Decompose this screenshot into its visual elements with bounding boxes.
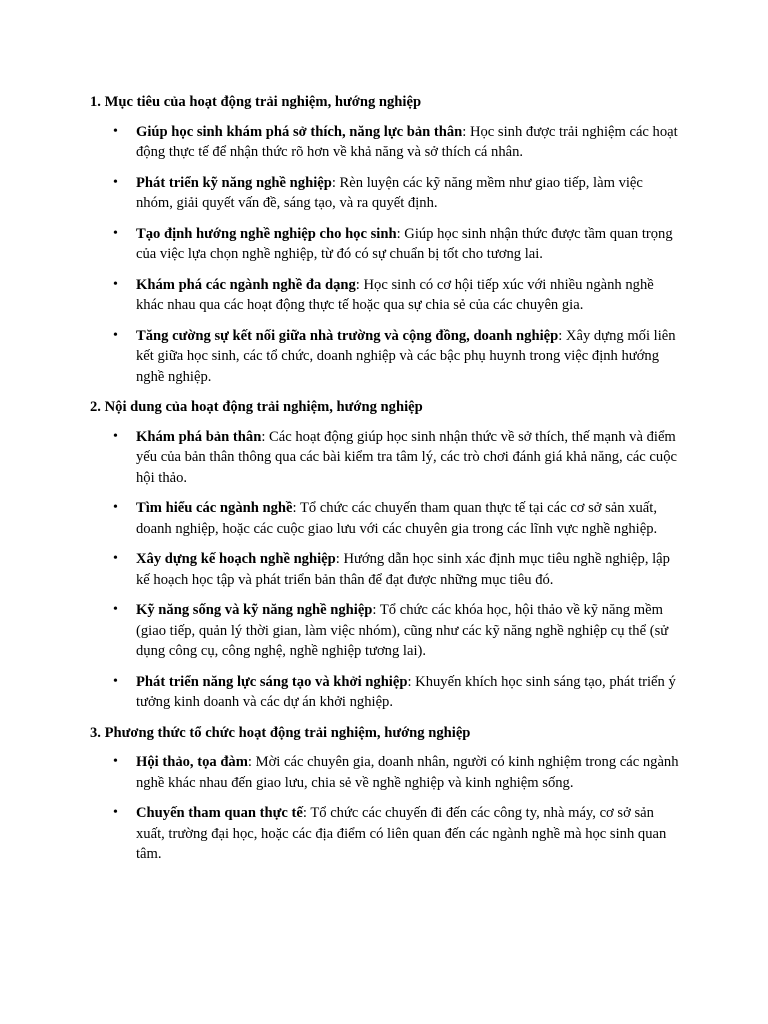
section-title: Nội dung của hoạt động trải nghiệm, hướng nghiệp bbox=[104, 399, 423, 415]
item-text: : Các hoạt động giúp học sinh nhận thức về sở thích, thế mạnh và điểm yếu của bản thân thông qua các bài kiểm tra tâm lý, các trò chơi đánh giá khả năng, các cuộc hội thảo. bbox=[136, 428, 677, 486]
item-text: : Hướng dẫn học sinh xác định mục tiêu nghề nghiệp, lập kế hoạch học tập và phát triển bản thân để đạt được những mục tiêu đó. bbox=[136, 551, 670, 588]
item-term: Khám phá các ngành nghề đa dạng bbox=[136, 276, 356, 293]
bullet-icon: • bbox=[113, 805, 118, 820]
bullet-icon: • bbox=[113, 327, 118, 343]
item-text: : Tổ chức các khóa học, hội thảo về kỹ năng mềm (giao tiếp, quản lý thời gian, làm việc nhóm), cũng như các kỹ năng nghề nghiệp cụ thể (sử dụng công cụ, công nghệ, nghề nghiệp tương lai). bbox=[136, 602, 669, 659]
list-item bbox=[90, 122, 680, 163]
bullet-list bbox=[90, 122, 680, 388]
item-term: Chuyến tham quan thực tế bbox=[136, 805, 303, 821]
item-term: Xây dựng kế hoạch nghề nghiệp bbox=[136, 551, 336, 567]
item-text: : Mời các chuyên gia, doanh nhân, người có kinh nghiệm trong các ngành nghề khác nhau đến giao lưu, chia sẻ về nghề nghiệp và kinh nghiệm sống. bbox=[136, 754, 679, 791]
list-item bbox=[90, 498, 680, 539]
bullet-icon: • bbox=[113, 276, 118, 292]
bullet-icon: • bbox=[113, 602, 118, 617]
item-text: : Khuyến khích học sinh sáng tạo, phát triển ý tưởng kinh doanh và các dự án khởi nghiệp. bbox=[136, 673, 676, 710]
list-item bbox=[90, 275, 680, 316]
list-item bbox=[90, 600, 680, 662]
section-heading bbox=[90, 723, 680, 744]
section-number: 3. bbox=[90, 724, 101, 741]
section-title: Phương thức tổ chức hoạt động trải nghiệm, hướng nghiệp bbox=[104, 724, 471, 741]
section-number: 1. bbox=[90, 94, 101, 110]
item-text: : Tổ chức các chuyến tham quan thực tế tại các cơ sở sản xuất, doanh nghiệp, hoặc các cuộc giao lưu với các chuyên gia trong các lĩnh vực nghề nghiệp. bbox=[136, 500, 658, 537]
item-text: : Rèn luyện các kỹ năng mềm như giao tiếp, làm việc nhóm, giải quyết vấn đề, sáng tạo, và ra quyết định. bbox=[136, 174, 643, 211]
list-item bbox=[90, 173, 680, 214]
section-methods bbox=[90, 723, 680, 865]
bullet-icon: • bbox=[113, 225, 118, 241]
item-term: Giúp học sinh khám phá sở thích, năng lực bản thân bbox=[136, 123, 463, 140]
list-item bbox=[90, 803, 680, 865]
bullet-icon: • bbox=[113, 123, 118, 139]
list-item bbox=[90, 752, 680, 793]
bullet-list bbox=[90, 427, 680, 713]
list-item bbox=[90, 326, 680, 388]
bullet-icon: • bbox=[113, 174, 118, 190]
list-item bbox=[90, 549, 680, 590]
item-text: : Tổ chức các chuyến đi đến các công ty, nhà máy, cơ sở sản xuất, trường đại học, hoặc các địa điểm có liên quan đến các ngành nghề mà học sinh quan tâm. bbox=[136, 805, 667, 862]
bullet-icon: • bbox=[113, 428, 118, 444]
bullet-list bbox=[90, 752, 680, 865]
item-term: Phát triển kỹ năng nghề nghiệp bbox=[136, 174, 332, 191]
item-term: Khám phá bản thân bbox=[136, 428, 262, 445]
item-term: Phát triển năng lực sáng tạo và khởi nghiệp bbox=[136, 673, 408, 690]
bullet-icon: • bbox=[113, 673, 118, 689]
list-item bbox=[90, 224, 680, 265]
section-heading bbox=[90, 92, 680, 113]
item-text: : Giúp học sinh nhận thức được tầm quan trọng của việc lựa chọn nghề nghiệp, từ đó có sự chuẩn bị tốt cho tương lai. bbox=[136, 225, 673, 262]
item-text: : Học sinh có cơ hội tiếp xúc với nhiều ngành nghề khác nhau qua các hoạt động thực tế hoặc qua sự chia sẻ của các chuyên gia. bbox=[136, 276, 654, 313]
bullet-icon: • bbox=[113, 754, 118, 769]
section-content bbox=[90, 397, 680, 713]
item-text: : Xây dựng mối liên kết giữa học sinh, các tổ chức, doanh nghiệp và các bậc phụ huynh trong việc định hướng nghề nghiệp. bbox=[136, 327, 676, 385]
bullet-icon: • bbox=[113, 500, 118, 515]
section-heading bbox=[90, 397, 680, 418]
list-item bbox=[90, 427, 680, 489]
item-term: Tăng cường sự kết nối giữa nhà trường và cộng đồng, doanh nghiệp bbox=[136, 327, 559, 344]
bullet-icon: • bbox=[113, 551, 118, 566]
item-term: Kỹ năng sống và kỹ năng nghề nghiệp bbox=[136, 602, 373, 618]
item-term: Hội thảo, tọa đàm bbox=[136, 754, 248, 770]
section-objectives bbox=[90, 92, 680, 387]
item-term: Tạo định hướng nghề nghiệp cho học sinh bbox=[136, 225, 397, 242]
item-text: : Học sinh được trải nghiệm các hoạt động thực tế để nhận thức rõ hơn về khả năng và sở thích cá nhân. bbox=[136, 123, 678, 160]
section-number: 2. bbox=[90, 399, 101, 415]
section-title: Mục tiêu của hoạt động trải nghiệm, hướng nghiệp bbox=[104, 94, 422, 110]
document-page bbox=[90, 92, 680, 875]
item-term: Tìm hiểu các ngành nghề bbox=[136, 500, 293, 516]
list-item bbox=[90, 672, 680, 713]
